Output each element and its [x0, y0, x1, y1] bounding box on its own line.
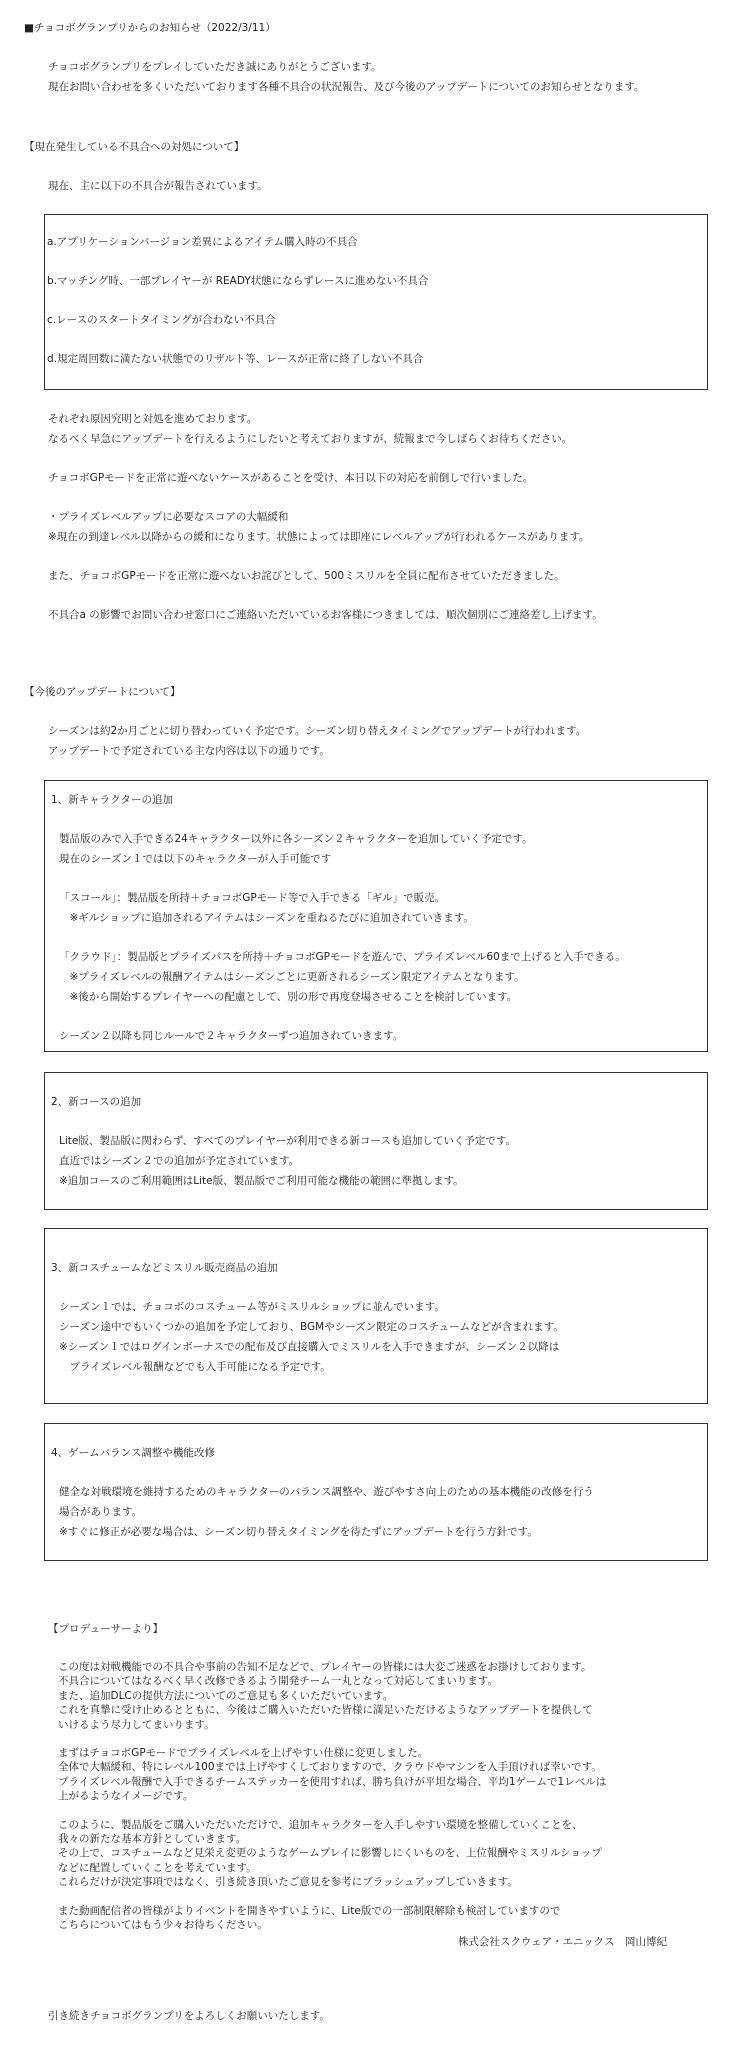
update-line: ※プライズレベルの報酬アイテムはシーズンごとに更新されるシーズン限定アイテムとなります。 — [59, 971, 525, 983]
update-section-title: 2、新コースの追加 — [51, 1096, 142, 1108]
update-line: 現在のシーズン１では以下のキャラクターが入手可能です — [59, 853, 332, 865]
update-line: ※ギルショップに追加されるアイテムはシーズンを重ねるたびに追加されていきます。 — [59, 912, 474, 924]
producer-line: これを真摯に受け止めるとともに、今後はご購入いただいた皆様に満足いただけるようなアップデートを提供して — [58, 1704, 593, 1717]
issue-item: c.レースのスタートタイミングが合わない不具合 — [47, 314, 276, 326]
update-section-body — [59, 1482, 594, 1542]
issues-followup — [48, 409, 603, 625]
update-line: シーズン１では、チョコボのコスチューム等がミスリルショップに並んでいます。 — [59, 1301, 445, 1313]
updates-intro — [48, 721, 586, 761]
issue-item: b.マッチング時、一部プレイヤーが READY状態にならずレースに進めない不具合 — [47, 275, 429, 287]
update-section-title: 1、新キャラクターの追加 — [51, 794, 173, 806]
update-line: 直近ではシーズン２での追加が予定されています。 — [59, 1155, 300, 1167]
update-line: ※すぐに修正が必要な場合は、シーズン切り替えタイミングを待たずにアップデートを行う方針です。 — [59, 1526, 538, 1538]
updates-heading: 【今後のアップデートについて】 — [24, 686, 181, 698]
producer-line: また動画配信者の皆様がよりイベントを開きやすいように、Lite版での一部制限解除も検討していますので — [58, 1904, 561, 1917]
followup-line: それぞれ原因究明と対処を進めております。 — [48, 413, 258, 425]
update-line: シーズン２以降も同じルールで２キャラクターずつ追加されていきます。 — [59, 1030, 404, 1042]
producer-signature: 株式会社スクウェア・エニックス 岡山博紀 — [457, 1936, 667, 1948]
closing-text: 引き続きチョコボグランプリをよろしくお願いいたします。 — [48, 2010, 330, 2022]
followup-line: チョコボGPモードを正常に遊べないケースがあることを受け、本日以下の対応を前倒しで行いました。 — [48, 472, 534, 484]
producer-line: 上がるようなイメージです。 — [58, 1790, 194, 1803]
update-line: 製品版のみで入手できる24キャラクター以外に各シーズン２キャラクターを追加していく予定です。 — [59, 833, 533, 845]
update-box-costumes — [44, 1228, 708, 1404]
update-line: 「スコール」：製品版を所持＋チョコボGPモード等で入手できる「ギル」で販売。 — [59, 892, 446, 904]
producer-line: いけるよう尽力してまいります。 — [58, 1718, 215, 1731]
update-line: ※後から開始するプレイヤーへの配慮として、別の形で再度登場させることを検討しています。 — [59, 991, 518, 1003]
update-line: Lite版、製品版に関わらず、すべてのプレイヤーが利用できる新コースも追加していく予定です。 — [59, 1135, 516, 1147]
producer-message — [58, 1660, 606, 1933]
intro-line: チョコボグランプリをプレイしていただき誠にありがとうございます。 — [48, 61, 382, 73]
producer-line: 全体で大幅緩和、特にレベル100までは上げやすくしておりますので、クラウドやマシンを入手頂ければ幸いです。 — [58, 1761, 602, 1774]
update-line: ※シーズン１ではログインボーナスでの配布及び直接購入でミスリルを入手できますが、シーズン２以降は — [59, 1341, 560, 1353]
update-box-courses — [44, 1072, 708, 1210]
notice-title: ■チョコボグランプリからのお知らせ（2022/3/11） — [24, 22, 276, 34]
producer-line: 不具合についてはなるべく早く改修できるよう開発チーム一丸となって対応してまいります。 — [58, 1675, 498, 1688]
producer-line: プライズレベル報酬で入手できるチームステッカーを使用すれば、勝ち負けが平坦な場合、平均1ゲームで1レベルは — [58, 1775, 607, 1788]
update-section-body — [59, 1297, 564, 1377]
followup-line: ※現在の到達レベル以降からの緩和になります。状態によっては即座にレベルアップが行われるケースがあります。 — [48, 531, 590, 543]
followup-line: また、チョコボGPモードを正常に遊べないお詫びとして、500ミスリルを全員に配布させていただきました。 — [48, 570, 565, 582]
producer-heading: 【プロデューサーより】 — [48, 1623, 164, 1635]
update-box-balance — [44, 1423, 708, 1561]
update-line: 場合があります。 — [59, 1506, 143, 1518]
producer-line: このように、製品版をご購入いただいただけで、追加キャラクターを入手しやすい環境を整備していくことを、 — [58, 1818, 583, 1831]
update-line: プライズレベル報酬などでも入手可能になる予定です。 — [59, 1361, 331, 1373]
update-box-characters — [44, 780, 708, 1052]
update-section-body — [59, 1131, 516, 1191]
producer-line: これらだけが決定事項ではなく、引き続き頂いたご意見を参考にブラッシュアップしていきます。 — [58, 1876, 518, 1889]
followup-line: なるべく早急にアップデートを行えるようにしたいと考えておりますが、続報まで今しばらくお待ちください。 — [48, 433, 573, 445]
update-line: ※追加コースのご利用範囲はLite版、製品版でご利用可能な機能の範囲に準拠します。 — [59, 1175, 464, 1187]
update-section-title: 3、新コスチュームなどミスリル販売商品の追加 — [51, 1262, 278, 1274]
producer-line: などに配置していくことを考えています。 — [58, 1861, 257, 1874]
producer-line: また、追加DLCの提供方法についてのご意見も多くいただいています。 — [58, 1689, 394, 1702]
update-section-body — [59, 829, 626, 1046]
issue-item: d.規定周回数に満たない状態でのリザルト等、レースが正常に終了しない不具合 — [47, 353, 424, 365]
producer-line: その上で、コスチュームなど見栄え変更のようなゲームプレイに影響しにくいものを、上位報酬やミスリルショップ — [58, 1847, 602, 1860]
issue-item: a.アプリケーションバージョン差異によるアイテム購入時の不具合 — [47, 236, 358, 248]
issues-list-box — [44, 214, 708, 390]
followup-line: 不具合a の影響でお問い合わせ窓口にご連絡いただいているお客様につきましては、順次個別にご連絡差し上げます。 — [48, 609, 603, 621]
producer-line: 我々の新たな基本方針としていきます。 — [58, 1833, 247, 1846]
producer-line: この度は対戦機能での不具合や事前の告知不足などで、プレイヤーの皆様には大変ご迷惑をお掛けしております。 — [58, 1661, 592, 1673]
intro-line: 現在お問い合わせを多くいただいております各種不具合の状況報告、及び今後のアップデートについてのお知らせとなります。 — [48, 81, 645, 93]
updates-intro-line: アップデートで予定されている主な内容は以下の通りです。 — [48, 745, 330, 757]
followup-line: ・プライズレベルアップに必要なスコアの大幅緩和 — [48, 511, 289, 523]
producer-line: まずはチョコボGPモードでプライズレベルを上げやすい仕様に変更しました。 — [58, 1747, 429, 1760]
producer-line: こちらについてはもう少々お待ちください。 — [58, 1919, 268, 1932]
update-line: シーズン途中でもいくつかの追加を予定しており、BGMやシーズン限定のコスチュームなどが含まれます。 — [59, 1321, 564, 1333]
update-line: 健全な対戦環境を維持するためのキャラクターのバランス調整や、遊びやすさ向上のための基本機能の改修を行う — [59, 1486, 594, 1498]
issues-heading: 【現在発生している不具合への対処について】 — [24, 141, 245, 153]
issues-lead: 現在、主に以下の不具合が報告されています。 — [48, 180, 268, 192]
update-line: 「クラウド」：製品版とプライズパスを所持＋チョコボGPモードを遊んで、プライズレベル60まで上げると入手できる。 — [59, 951, 626, 963]
update-section-title: 4、ゲームバランス調整や機能改修 — [51, 1447, 215, 1459]
intro-text — [48, 57, 644, 97]
updates-intro-line: シーズンは約2か月ごとに切り替わっていく予定です。シーズン切り替えタイミングでアップデートが行われます。 — [48, 725, 587, 737]
